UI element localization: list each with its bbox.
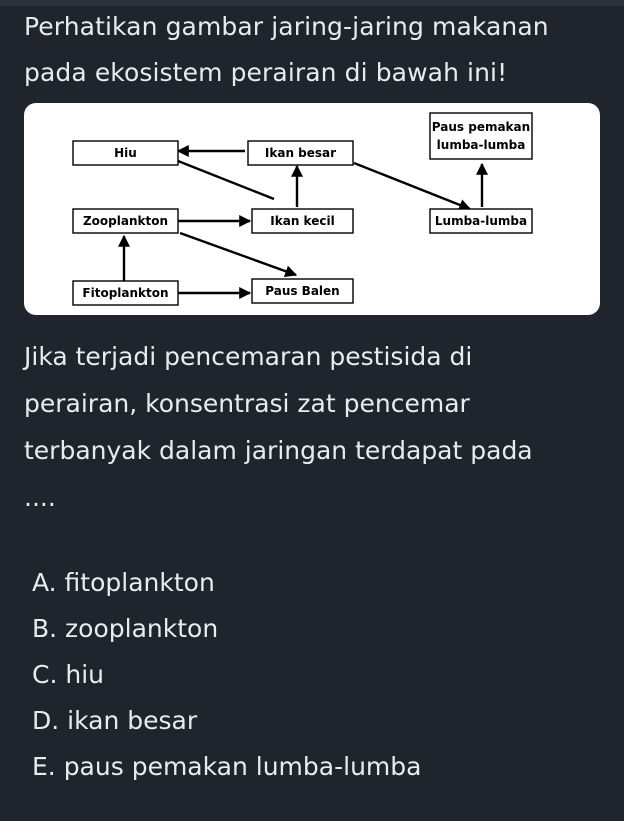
question-body: [24, 333, 614, 521]
arrow-hiu-to-ikan-besar: [178, 161, 274, 199]
node-paus-balen-label: Paus Balen: [265, 284, 340, 298]
node-ikan-besar-label: Ikan besar: [264, 146, 337, 160]
node-paus-pemakan-label-1: Paus pemakan: [431, 120, 531, 134]
body-line-1: Jika terjadi pencemaran pestisida di: [24, 342, 473, 371]
option-a[interactable]: A. fitoplankton: [32, 568, 215, 597]
body-line-2: perairan, konsentrasi zat pencemar: [24, 389, 470, 418]
node-lumba-lumba-label: Lumba-lumba: [434, 214, 528, 228]
answer-options: [32, 560, 421, 790]
option-c[interactable]: C. hiu: [32, 660, 104, 689]
option-e[interactable]: E. paus pemakan lumba-lumba: [32, 752, 422, 781]
node-ikan-kecil-label: Ikan kecil: [270, 214, 335, 228]
arrow-zooplankton-to-paus-balen: [180, 233, 296, 275]
food-web-diagram: [24, 103, 600, 315]
body-line-3: terbanyak dalam jaringan terdapat pada: [24, 436, 533, 465]
option-d[interactable]: D. ikan besar: [32, 706, 198, 735]
question-text: [24, 4, 614, 96]
node-paus-pemakan-label-2: lumba-lumba: [436, 138, 526, 152]
option-b[interactable]: B. zooplankton: [32, 614, 219, 643]
body-line-4: ....: [24, 483, 56, 512]
node-fitoplankton-label: Fitoplankton: [82, 286, 169, 300]
question-line-1: Perhatikan gambar jaring-jaring makanan: [24, 12, 549, 41]
node-zooplankton-label: Zooplankton: [82, 214, 169, 228]
node-hiu-label: Hiu: [114, 146, 137, 160]
food-web-svg: [24, 103, 600, 315]
question-line-2: pada ekosistem perairan di bawah ini!: [24, 58, 508, 87]
arrow-ikan-besar-to-lumba-lumba: [354, 163, 470, 209]
